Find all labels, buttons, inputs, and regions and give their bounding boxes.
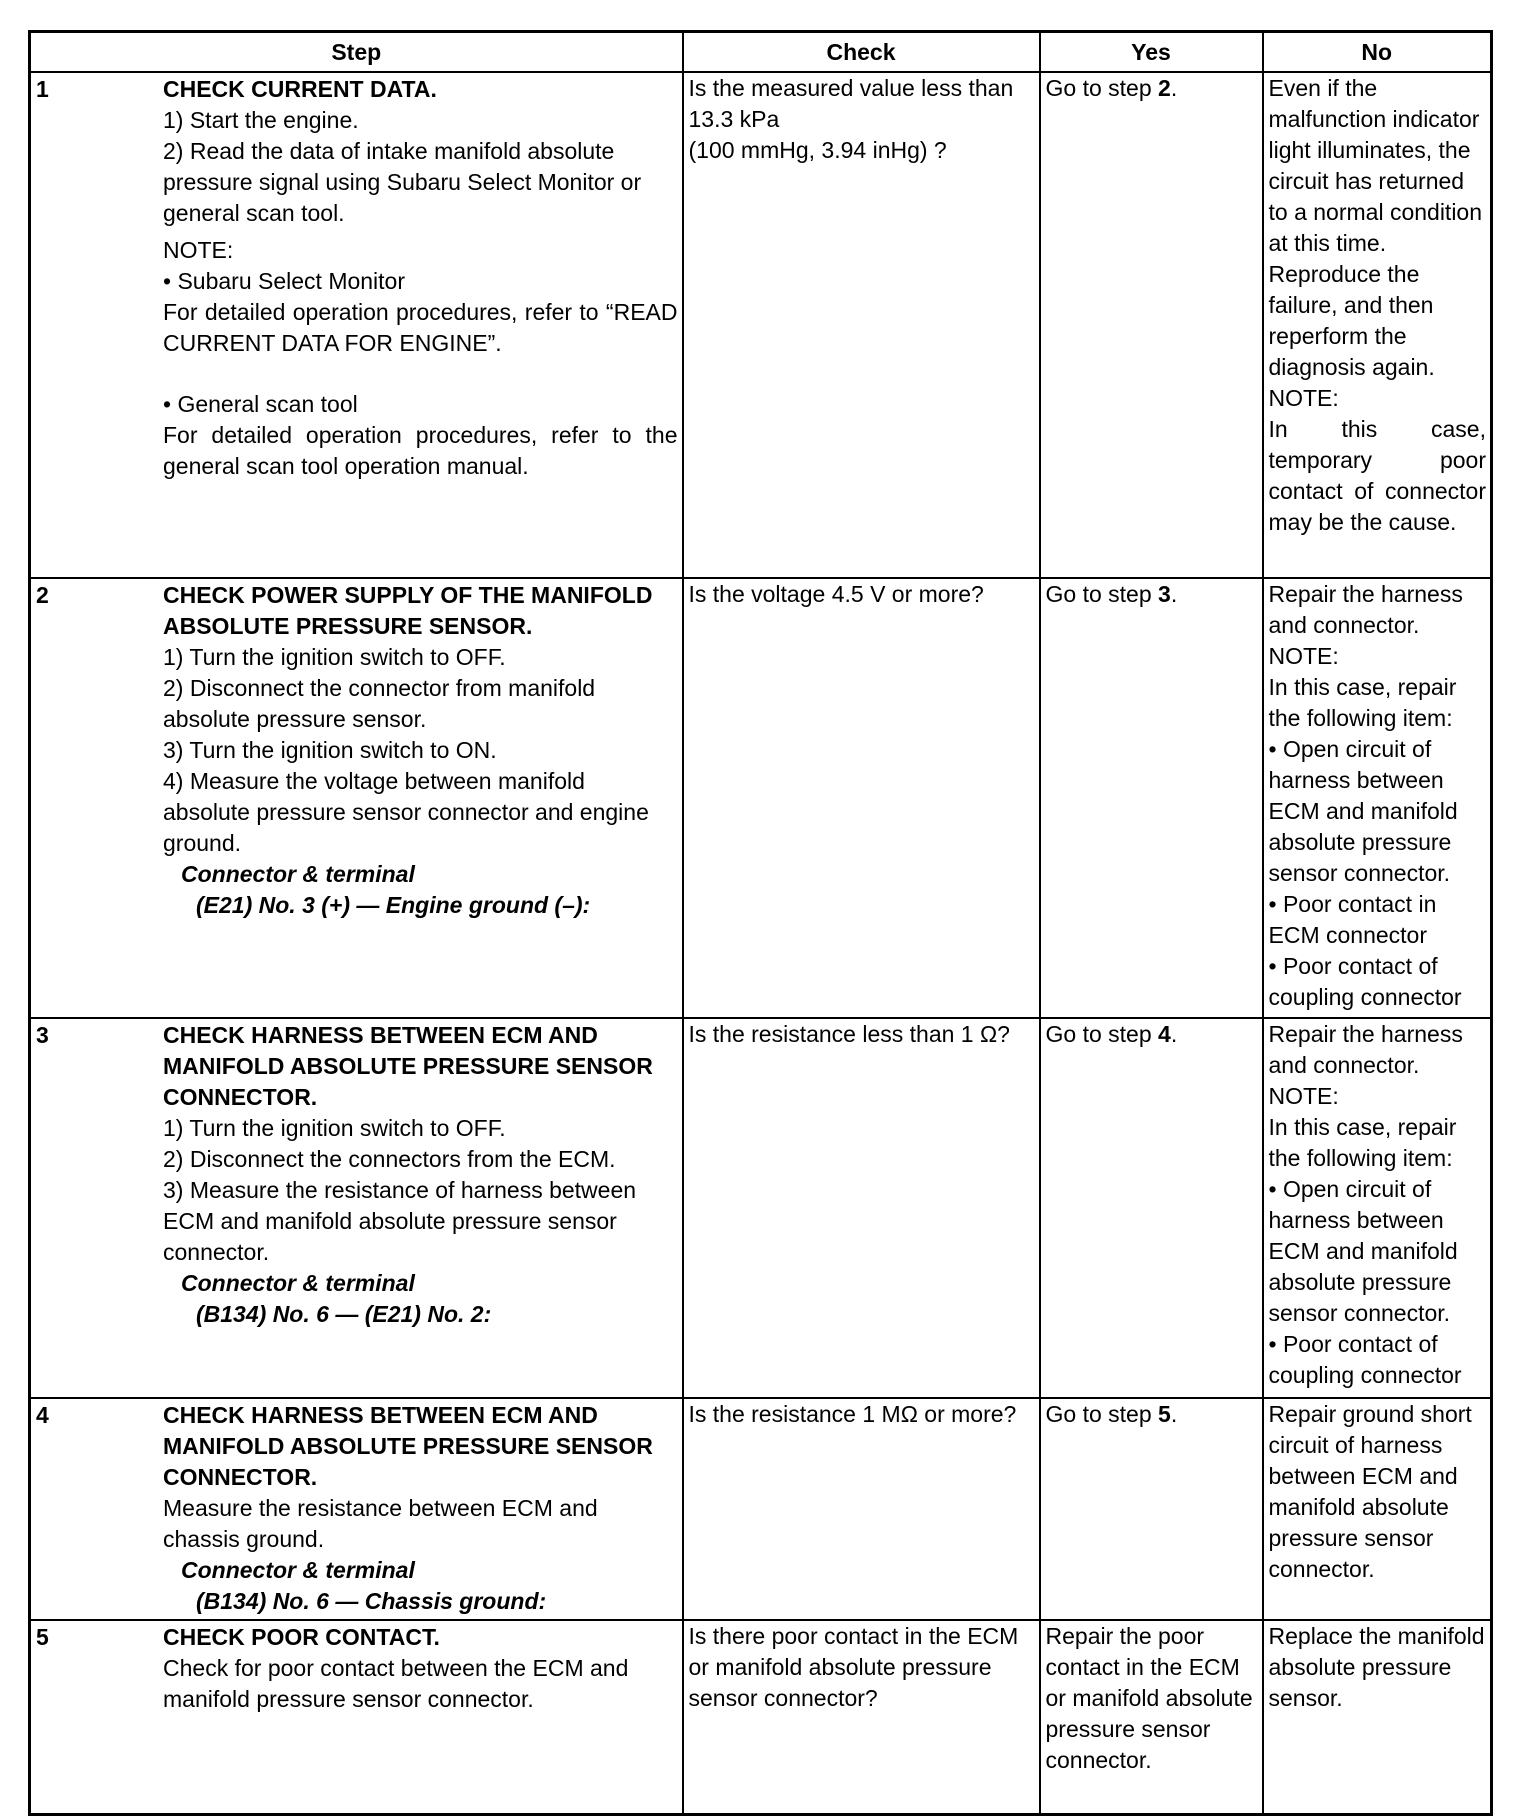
step-heading: CHECK POOR CONTACT. (163, 1624, 440, 1650)
step-heading: CHECK POWER SUPPLY OF THE MANIFOLD ABSOLUTE PRESSURE SENSOR. (163, 582, 653, 639)
table-row (30, 1018, 1492, 1398)
step-number: 5 (36, 1624, 49, 1650)
step-heading: CHECK HARNESS BETWEEN ECM AND MANIFOLD ABSOLUTE PRESSURE SENSOR CONNECTOR. (163, 1022, 653, 1110)
step-cell (30, 1398, 683, 1620)
no-cell (1263, 1398, 1492, 1620)
check-question: Is the voltage 4.5 V or more? (688, 581, 984, 607)
yes-cell (1040, 72, 1263, 578)
yes-step-number: 4 (1158, 1021, 1171, 1047)
step-instruction: Measure the resistance between ECM and chassis ground. (163, 1495, 598, 1552)
note-bullet: • Poor contact of coupling connector (1268, 1331, 1462, 1388)
connector-terminal-value: (E21) No. 3 (+) — Engine ground (–): (196, 892, 591, 918)
column-header-check: Check (683, 32, 1040, 73)
note-label: NOTE: (1268, 643, 1339, 669)
yes-cell (1040, 1398, 1263, 1620)
check-question: Is the resistance less than 1 Ω? (688, 1021, 1010, 1047)
diagnostic-table (28, 30, 1493, 1816)
connector-terminal-value: (B134) No. 6 — Chassis ground: (196, 1588, 547, 1614)
step-cell (30, 72, 683, 578)
check-cell (683, 1018, 1040, 1398)
yes-suffix: . (1170, 75, 1178, 101)
check-cell (683, 1398, 1040, 1620)
connector-terminal-label: Connector & terminal (181, 861, 415, 887)
check-question: Is the resistance 1 MΩ or more? (688, 1401, 1017, 1427)
no-cell (1263, 72, 1492, 578)
yes-text: Go to step (1045, 75, 1159, 101)
step-instruction: 1) Turn the ignition switch to OFF. (163, 644, 506, 670)
step-instruction: 3) Turn the ignition switch to ON. (163, 737, 497, 763)
yes-suffix: . (1170, 1401, 1178, 1427)
step-instruction: 2) Disconnect the connectors from the ECM. (163, 1146, 616, 1172)
step-heading: CHECK CURRENT DATA. (163, 76, 437, 102)
table-row (30, 72, 1492, 578)
yes-text: Go to step (1045, 1401, 1159, 1427)
check-question: Is the measured value less than 13.3 kPa (688, 75, 1014, 132)
note-text: For detailed operation procedures, refer to “READ CURRENT DATA FOR ENGINE”. (163, 299, 678, 356)
note-label: NOTE: (1268, 1083, 1339, 1109)
note-text: In this case, repair the following item: (1268, 674, 1457, 731)
yes-text: Repair the poor contact in the ECM or manifold absolute pressure sensor connector. (1045, 1623, 1253, 1773)
note-label: NOTE: (1268, 385, 1339, 411)
step-cell (30, 578, 683, 1018)
note-bullet: • General scan tool (163, 391, 358, 417)
no-text: Repair the harness and connector. (1268, 581, 1463, 638)
no-text: Even if the malfunction indicator light illuminates, the circuit has returned to a normal condition at this time. Reproduce the failure, and then reperform the diagnosis again. (1268, 75, 1483, 380)
check-cell (683, 72, 1040, 578)
step-instruction: 3) Measure the resistance of harness between ECM and manifold absolute pressure sensor connector. (163, 1177, 637, 1265)
no-cell (1263, 578, 1492, 1018)
yes-cell (1040, 578, 1263, 1018)
yes-cell (1040, 1620, 1263, 1814)
note-label: NOTE: (163, 237, 234, 263)
step-heading: CHECK HARNESS BETWEEN ECM AND MANIFOLD ABSOLUTE PRESSURE SENSOR CONNECTOR. (163, 1402, 653, 1490)
note-bullet: • Poor contact of coupling connector (1268, 953, 1462, 1010)
table-row (30, 578, 1492, 1018)
note-bullet: • Poor contact in ECM connector (1268, 891, 1437, 948)
step-number: 4 (36, 1402, 49, 1428)
column-header-no: No (1263, 32, 1492, 73)
table-row (30, 1620, 1492, 1814)
yes-text: Go to step (1045, 581, 1159, 607)
step-instruction: 2) Disconnect the connector from manifold absolute pressure sensor. (163, 675, 596, 732)
note-bullet: • Subaru Select Monitor (163, 268, 406, 294)
yes-cell (1040, 1018, 1263, 1398)
step-cell (30, 1018, 683, 1398)
step-instruction: 2) Read the data of intake manifold absolute pressure signal using Subaru Select Monitor or general scan tool. (163, 138, 642, 226)
no-text: Repair ground short circuit of harness between ECM and manifold absolute pressure sensor connector. (1268, 1401, 1472, 1582)
step-number: 1 (36, 76, 49, 102)
yes-step-number: 2 (1158, 75, 1171, 101)
table-header-row (30, 32, 1492, 73)
yes-suffix: . (1170, 1021, 1178, 1047)
diagnostic-procedure-sheet (28, 30, 1490, 1810)
no-cell (1263, 1018, 1492, 1398)
yes-step-number: 3 (1158, 581, 1171, 607)
connector-terminal-label: Connector & terminal (181, 1557, 415, 1583)
note-text: In this case, temporary poor contact of connector may be the cause. (1268, 416, 1486, 535)
check-question: Is there poor contact in the ECM or manifold absolute pressure sensor connector? (688, 1623, 1019, 1711)
note-bullet: • Open circuit of harness between ECM and manifold absolute pressure sensor connector. (1268, 1176, 1458, 1326)
step-instruction: Check for poor contact between the ECM and manifold pressure sensor connector. (163, 1655, 629, 1712)
step-cell (30, 1620, 683, 1814)
step-instruction: 4) Measure the voltage between manifold absolute pressure sensor connector and engine ground. (163, 768, 649, 856)
step-number: 2 (36, 582, 49, 608)
check-cell (683, 578, 1040, 1018)
note-text: For detailed operation procedures, refer to the general scan tool operation manual. (163, 422, 678, 479)
yes-suffix: . (1170, 581, 1178, 607)
step-number: 3 (36, 1022, 49, 1048)
note-bullet: • Open circuit of harness between ECM and manifold absolute pressure sensor connector. (1268, 736, 1458, 886)
no-cell (1263, 1620, 1492, 1814)
step-instruction: 1) Start the engine. (163, 107, 359, 133)
connector-terminal-value: (B134) No. 6 — (E21) No. 2: (196, 1301, 492, 1327)
table-row (30, 1398, 1492, 1620)
step-instruction: 1) Turn the ignition switch to OFF. (163, 1115, 506, 1141)
no-text: Repair the harness and connector. (1268, 1021, 1463, 1078)
check-question-units: (100 mmHg, 3.94 inHg) ? (688, 137, 947, 163)
column-header-step: Step (30, 32, 683, 73)
connector-terminal-label: Connector & terminal (181, 1270, 415, 1296)
check-cell (683, 1620, 1040, 1814)
column-header-yes: Yes (1040, 32, 1263, 73)
yes-text: Go to step (1045, 1021, 1159, 1047)
no-text: Replace the manifold absolute pressure sensor. (1268, 1623, 1485, 1711)
note-text: In this case, repair the following item: (1268, 1114, 1457, 1171)
yes-step-number: 5 (1158, 1401, 1171, 1427)
